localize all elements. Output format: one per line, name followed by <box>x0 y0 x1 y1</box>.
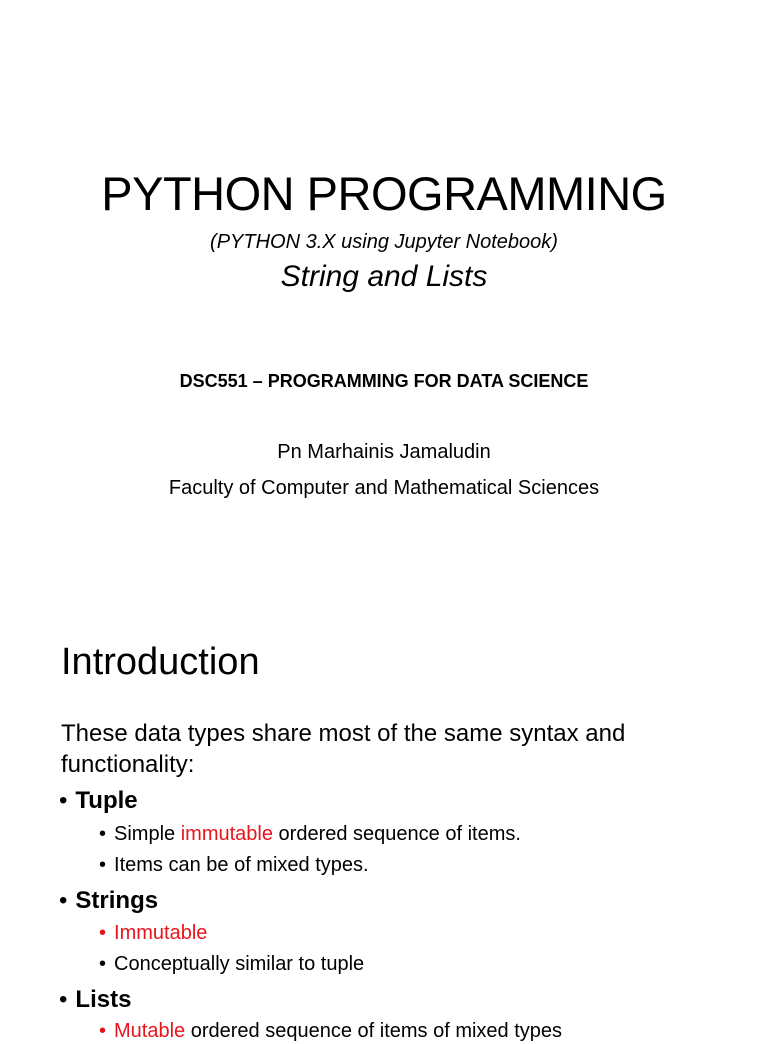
sub-item-text: Conceptually similar to tuple <box>114 953 365 975</box>
bullet-icon: • <box>99 1020 107 1042</box>
slide-title: PYTHON PROGRAMMING <box>101 167 667 220</box>
bullet-icon: • <box>99 854 107 876</box>
highlight-text: Immutable <box>114 922 208 944</box>
highlight-text: Mutable <box>114 1020 186 1042</box>
author-name: Pn Marhainis Jamaludin <box>277 441 491 463</box>
introduction-slide <box>0 576 768 1042</box>
sub-item-text: Simple <box>114 823 181 845</box>
intro-paragraph: These data types share most of the same syntax and functionality: <box>61 720 626 778</box>
course-name: DSC551 – PROGRAMMING FOR DATA SCIENCE <box>179 371 589 391</box>
sub-list-item <box>99 1018 562 1044</box>
bullet-icon: • <box>99 922 107 944</box>
sub-list-item <box>99 920 207 946</box>
sub-item-text: ordered sequence of items. <box>272 823 521 845</box>
list-item-label: Tuple <box>75 787 138 814</box>
list-item-tuple <box>59 786 138 816</box>
highlight-text: immutable <box>180 823 273 845</box>
list-item-label: Lists <box>75 986 132 1013</box>
bullet-icon: • <box>59 787 68 814</box>
list-item-label: Strings <box>75 887 159 914</box>
list-item-lists <box>59 985 131 1015</box>
sub-list-item <box>99 821 521 847</box>
sub-item-text: Items can be of mixed types. <box>114 854 369 876</box>
bullet-icon: • <box>99 823 107 845</box>
sub-item-text: ordered sequence of items of mixed types <box>185 1020 563 1042</box>
slide-topic: String and Lists <box>280 260 488 293</box>
faculty-name: Faculty of Computer and Mathematical Sciences <box>168 477 600 499</box>
sub-list-item <box>99 852 369 878</box>
bullet-icon: • <box>59 986 68 1013</box>
list-item-strings <box>59 886 158 916</box>
sub-list-item <box>99 951 364 977</box>
bullet-icon: • <box>59 887 68 914</box>
slide-subtitle: (PYTHON 3.X using Jupyter Notebook) <box>210 231 558 253</box>
bullet-icon: • <box>99 953 107 975</box>
slide-heading: Introduction <box>61 641 260 683</box>
